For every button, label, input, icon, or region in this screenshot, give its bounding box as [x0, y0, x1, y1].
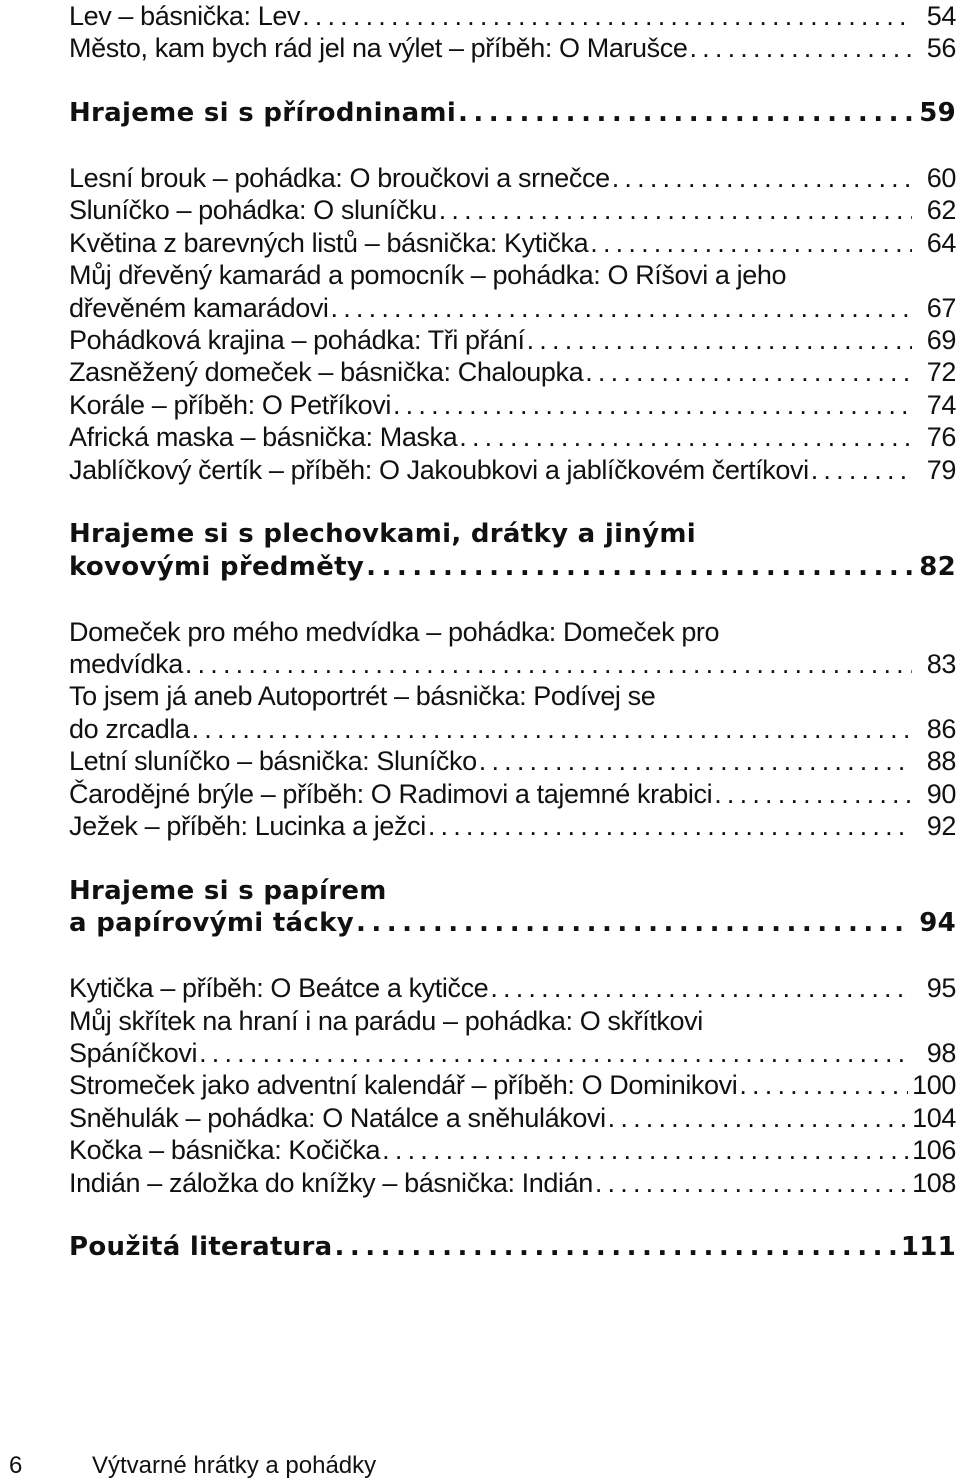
toc-entry — [69, 1069, 956, 1101]
dot-leader — [199, 1037, 912, 1069]
toc-entry-title: Ježek – příběh: Lucinka a ježci — [69, 811, 426, 842]
toc-entry-title: Zasněžený domeček – básnička: Chaloupka — [69, 357, 584, 388]
toc-line — [69, 292, 956, 324]
toc-entry-title: Indián – záložka do knížky – básnička: Indián — [69, 1167, 593, 1198]
toc-entry — [69, 745, 956, 777]
toc-line — [69, 421, 956, 453]
dot-leader — [393, 389, 912, 421]
toc-line — [69, 616, 956, 648]
toc-entry-title: medvídka — [69, 649, 183, 680]
toc-line — [69, 162, 956, 194]
dot-leader — [608, 1102, 908, 1134]
dot-leader — [459, 421, 912, 453]
toc-entry — [69, 1005, 956, 1070]
footer-book-title: Výtvarné hrátky a pohádky — [92, 1452, 377, 1479]
toc-entry — [69, 1167, 956, 1199]
toc-entry-title: Hrajeme si s papírem — [69, 875, 387, 906]
toc-page-number: 88 — [926, 746, 956, 777]
toc-page-number: 94 — [919, 908, 956, 939]
toc-entry — [69, 356, 956, 388]
toc-entry-title: Lev – básnička: Lev — [69, 1, 301, 31]
toc-line — [69, 259, 956, 291]
dot-leader — [479, 745, 912, 777]
toc-page-number: 59 — [919, 98, 956, 129]
toc-entry — [69, 778, 956, 810]
dot-leader — [612, 162, 912, 194]
section-spacer — [69, 940, 956, 972]
toc-entry-title: Kočka – básnička: Kočička — [69, 1135, 381, 1166]
toc-page-number: 76 — [926, 422, 956, 453]
toc-entry-title: Pohádková krajina – pohádka: Tři přání — [69, 325, 525, 356]
dot-leader — [334, 1231, 896, 1263]
toc-line — [69, 32, 956, 64]
dot-leader — [366, 551, 912, 583]
table-of-contents — [69, 0, 956, 1264]
dot-leader — [689, 32, 912, 64]
toc-entry-title: Hrajeme si s přírodninami — [69, 98, 457, 129]
toc-line — [69, 1005, 956, 1037]
toc-page-number: 111 — [900, 1232, 956, 1263]
toc-page-number: 92 — [926, 811, 956, 842]
toc-page-number: 82 — [919, 551, 956, 582]
dot-leader — [428, 810, 912, 842]
toc-line — [69, 1037, 956, 1069]
toc-entry-title: kovovými předměty — [69, 551, 365, 582]
toc-entry — [69, 259, 956, 324]
dot-leader — [585, 356, 912, 388]
footer-page-number: 6 — [9, 1452, 23, 1479]
toc-entry-title: dřevěném kamarádovi — [69, 292, 329, 323]
dot-leader — [595, 1167, 908, 1199]
toc-line — [69, 1167, 956, 1199]
dot-leader — [356, 907, 912, 939]
toc-line — [69, 0, 956, 32]
section-spacer — [69, 843, 956, 875]
toc-entry-title: a papírovými tácky — [69, 908, 354, 939]
toc-entry-title: Květina z barevných listů – básnička: Kytička — [69, 227, 589, 258]
toc-entry-title: Spáníčkovi — [69, 1037, 198, 1068]
toc-entry — [69, 32, 956, 64]
toc-entry-title: Můj dřevěný kamarád a pomocník – pohádka: O Ríšovi a jeho — [69, 260, 787, 291]
toc-line — [69, 810, 956, 842]
toc-page-number: 95 — [926, 973, 956, 1004]
toc-line — [69, 194, 956, 226]
toc-line — [69, 454, 956, 486]
toc-entry-title: Domeček pro mého medvídka – pohádka: Domeček pro — [69, 616, 720, 647]
toc-page-number: 74 — [926, 389, 956, 420]
toc-line — [69, 972, 956, 1004]
toc-entry — [69, 810, 956, 842]
toc-entry — [69, 421, 956, 453]
toc-line — [69, 648, 956, 680]
toc-entry-title: Sněhulák – pohádka: O Natálce a sněhulákovi — [69, 1102, 606, 1133]
toc-line — [69, 875, 956, 907]
section-spacer — [69, 1199, 956, 1231]
dot-leader — [458, 97, 912, 129]
toc-entry-title: Můj skřítek na hraní i na parádu – pohádka: O skřítkovi — [69, 1005, 703, 1036]
toc-line — [69, 389, 956, 421]
toc-entry — [69, 389, 956, 421]
dot-leader — [490, 972, 912, 1004]
toc-page-number: 62 — [926, 195, 956, 226]
toc-line — [69, 97, 956, 129]
toc-page-number: 56 — [926, 33, 956, 64]
toc-entry-title: Čarodějné brýle – příběh: O Radimovi a tajemné krabici — [69, 778, 713, 809]
toc-entry-title: Sluníčko – pohádka: O sluníčku — [69, 195, 437, 226]
toc-entry-title: Lesní brouk – pohádka: O broučkovi a srnečce — [69, 163, 610, 193]
dot-leader — [811, 454, 912, 486]
toc-page-number: 86 — [926, 713, 956, 744]
toc-entry-title: To jsem já aneb Autoportrét – básnička: Podívej se — [69, 681, 656, 712]
toc-page-number: 72 — [926, 357, 956, 388]
toc-section-heading — [69, 875, 956, 940]
dot-leader — [382, 1134, 908, 1166]
section-spacer — [69, 65, 956, 97]
toc-entry-title: Korále – příběh: O Petříkovi — [69, 389, 391, 420]
toc-line — [69, 1231, 956, 1263]
toc-page-number: 100 — [912, 1070, 956, 1101]
dot-leader — [714, 778, 912, 810]
toc-page-number: 90 — [926, 778, 956, 809]
toc-entry — [69, 0, 956, 32]
toc-line — [69, 324, 956, 356]
toc-entry — [69, 194, 956, 226]
section-spacer — [69, 486, 956, 518]
toc-entry-title: Kytička – příběh: O Beátce a kytičce — [69, 973, 489, 1004]
toc-entry-title: Africká maska – básnička: Maska — [69, 422, 458, 453]
toc-section-heading — [69, 518, 956, 583]
toc-page-number: 64 — [926, 227, 956, 258]
toc-line — [69, 551, 956, 583]
dot-leader — [331, 292, 912, 324]
section-spacer — [69, 583, 956, 615]
toc-line — [69, 227, 956, 259]
toc-entry-title: do zrcadla — [69, 713, 190, 744]
dot-leader — [739, 1069, 908, 1101]
toc-line — [69, 1069, 956, 1101]
page-footer — [0, 1452, 960, 1482]
dot-leader — [439, 194, 912, 226]
dot-leader — [185, 648, 912, 680]
section-spacer — [69, 130, 956, 162]
toc-section-heading — [69, 1231, 956, 1263]
toc-line — [69, 518, 956, 550]
toc-line — [69, 745, 956, 777]
toc-entry-title: Hrajeme si s plechovkami, drátky a jinými — [69, 519, 696, 550]
toc-line — [69, 778, 956, 810]
toc-page-number: 98 — [926, 1037, 956, 1068]
toc-entry-title: Letní sluníčko – básnička: Sluníčko — [69, 746, 477, 777]
dot-leader — [527, 324, 912, 356]
toc-page-number: 108 — [912, 1167, 956, 1198]
toc-entry-title: Město, kam bych rád jel na výlet – příběh: O Marušce — [69, 33, 688, 64]
dot-leader — [192, 713, 912, 745]
toc-page-number: 106 — [912, 1135, 956, 1166]
toc-line — [69, 680, 956, 712]
dot-leader — [590, 227, 912, 259]
toc-entry-title: Stromeček jako adventní kalendář – příběh: O Dominikovi — [69, 1070, 738, 1101]
toc-entry — [69, 972, 956, 1004]
toc-section-heading — [69, 97, 956, 129]
toc-entry-title: Jablíčkový čertík – příběh: O Jakoubkovi a jablíčkovém čertíkovi — [69, 454, 809, 485]
toc-entry — [69, 162, 956, 194]
toc-page-number: 83 — [926, 649, 956, 680]
toc-entry — [69, 227, 956, 259]
toc-entry — [69, 324, 956, 356]
toc-entry — [69, 680, 956, 745]
toc-line — [69, 356, 956, 388]
toc-page-number: 54 — [926, 1, 956, 31]
dot-leader — [302, 0, 912, 32]
toc-line — [69, 1134, 956, 1166]
toc-page-number: 79 — [926, 454, 956, 485]
toc-line — [69, 1102, 956, 1134]
toc-entry — [69, 1134, 956, 1166]
toc-entry — [69, 1102, 956, 1134]
toc-page-number: 67 — [926, 292, 956, 323]
toc-entry — [69, 616, 956, 681]
toc-entry — [69, 454, 956, 486]
toc-line — [69, 907, 956, 939]
toc-page-number: 104 — [912, 1102, 956, 1133]
toc-entry-title: Použitá literatura — [69, 1232, 333, 1263]
toc-line — [69, 713, 956, 745]
toc-page-number: 60 — [926, 163, 956, 193]
toc-page-number: 69 — [926, 325, 956, 356]
